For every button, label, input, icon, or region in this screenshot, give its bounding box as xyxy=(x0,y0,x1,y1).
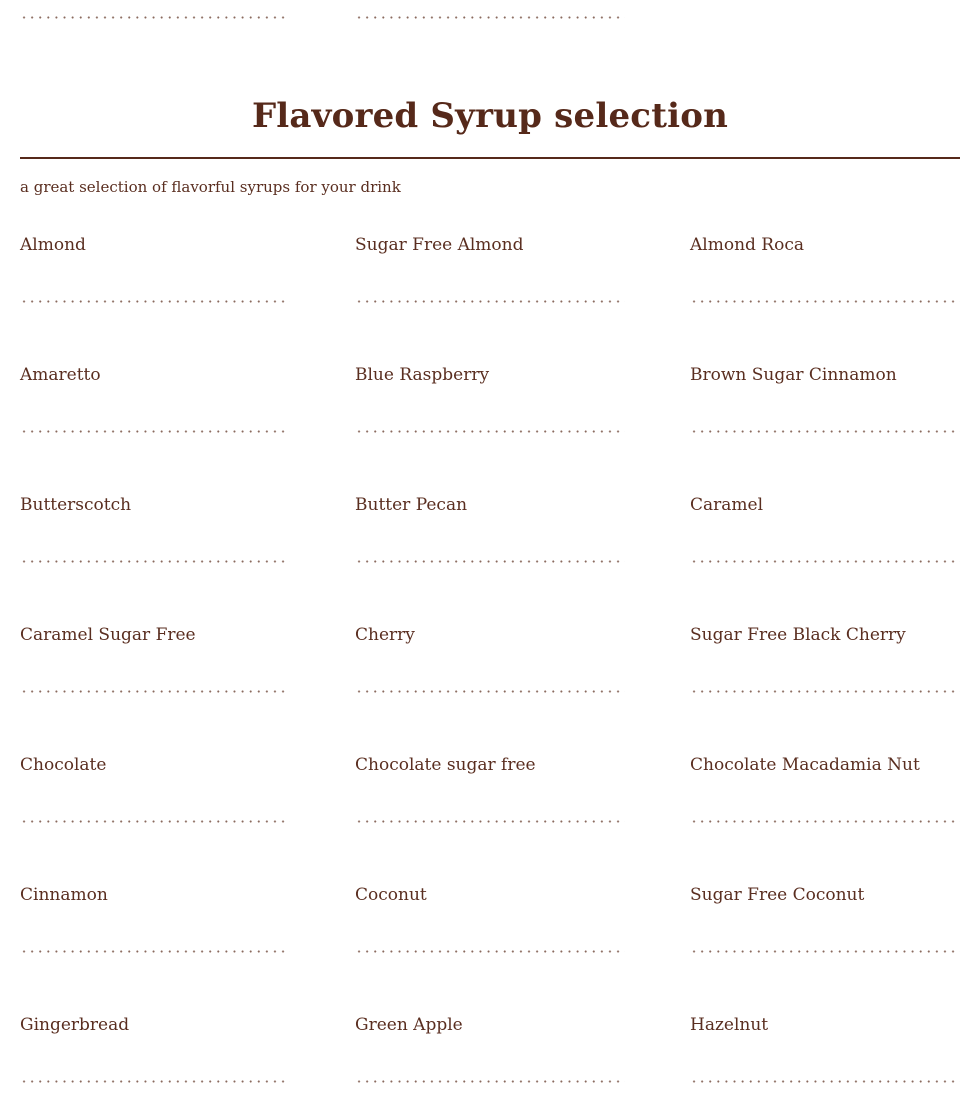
menu-item xyxy=(20,495,290,575)
price-leader xyxy=(355,950,625,953)
price-leader xyxy=(355,560,625,563)
price-leader xyxy=(690,950,960,953)
section-divider xyxy=(20,157,960,159)
menu-item-name: Sugar Free Almond xyxy=(355,235,524,255)
section-title: Flavored Syrup selection xyxy=(251,96,729,136)
menu-item xyxy=(690,885,960,965)
menu-item-name: Butterscotch xyxy=(20,495,132,515)
menu-item xyxy=(690,755,960,835)
menu-item-name: Almond xyxy=(20,235,86,255)
menu-item xyxy=(20,365,290,445)
menu-item xyxy=(690,495,960,575)
menu-item-name: Brown Sugar Cinnamon xyxy=(690,365,897,385)
price-leader xyxy=(20,820,290,823)
menu-item xyxy=(20,885,290,965)
price-leader xyxy=(690,820,960,823)
price-leader xyxy=(355,690,625,693)
menu-item xyxy=(355,1015,625,1095)
price-leader xyxy=(690,430,960,433)
section-subtitle: a great selection of flavorful syrups for your drink xyxy=(20,178,401,196)
price-leader xyxy=(20,16,290,19)
price-leader xyxy=(355,820,625,823)
price-leader xyxy=(355,430,625,433)
price-leader xyxy=(20,430,290,433)
price-leader xyxy=(355,16,625,19)
menu-item-name: Sugar Free Black Cherry xyxy=(690,625,906,645)
menu-item xyxy=(690,235,960,315)
menu-item-name: Chocolate Macadamia Nut xyxy=(690,755,920,775)
menu-item-name: Almond Roca xyxy=(690,235,804,255)
menu-item-name: Caramel xyxy=(690,495,764,515)
menu-item-name: Coconut xyxy=(355,885,427,905)
menu-item-name: Caramel Sugar Free xyxy=(20,625,196,645)
menu-item-name: Sugar Free Coconut xyxy=(690,885,865,905)
price-leader xyxy=(20,560,290,563)
menu-item-name: Green Apple xyxy=(355,1015,463,1035)
menu-item xyxy=(690,1015,960,1095)
price-leader xyxy=(690,560,960,563)
menu-item xyxy=(20,1015,290,1095)
menu-item xyxy=(20,755,290,835)
previous-section-price-leaders xyxy=(20,8,960,22)
menu-item-name: Cherry xyxy=(355,625,415,645)
price-leader xyxy=(690,690,960,693)
menu-item-name: Gingerbread xyxy=(20,1015,130,1035)
menu-item-name: Chocolate xyxy=(20,755,107,775)
menu-item-name: Cinnamon xyxy=(20,885,108,905)
price-leader xyxy=(20,690,290,693)
menu-item xyxy=(355,495,625,575)
menu-item xyxy=(20,625,290,705)
price-leader xyxy=(690,300,960,303)
menu-item-name: Amaretto xyxy=(20,365,101,385)
menu-item xyxy=(690,625,960,705)
menu-item xyxy=(690,365,960,445)
menu-item xyxy=(355,755,625,835)
menu-item-name: Hazelnut xyxy=(690,1015,769,1035)
menu-item xyxy=(355,365,625,445)
menu-item xyxy=(355,625,625,705)
price-leader xyxy=(20,950,290,953)
menu-item-name: Chocolate sugar free xyxy=(355,755,536,775)
menu-item-name: Blue Raspberry xyxy=(355,365,490,385)
menu-item-name: Butter Pecan xyxy=(355,495,468,515)
menu-item xyxy=(20,235,290,315)
price-leader xyxy=(355,300,625,303)
price-leader xyxy=(20,300,290,303)
menu-item xyxy=(355,885,625,965)
menu-item xyxy=(355,235,625,315)
